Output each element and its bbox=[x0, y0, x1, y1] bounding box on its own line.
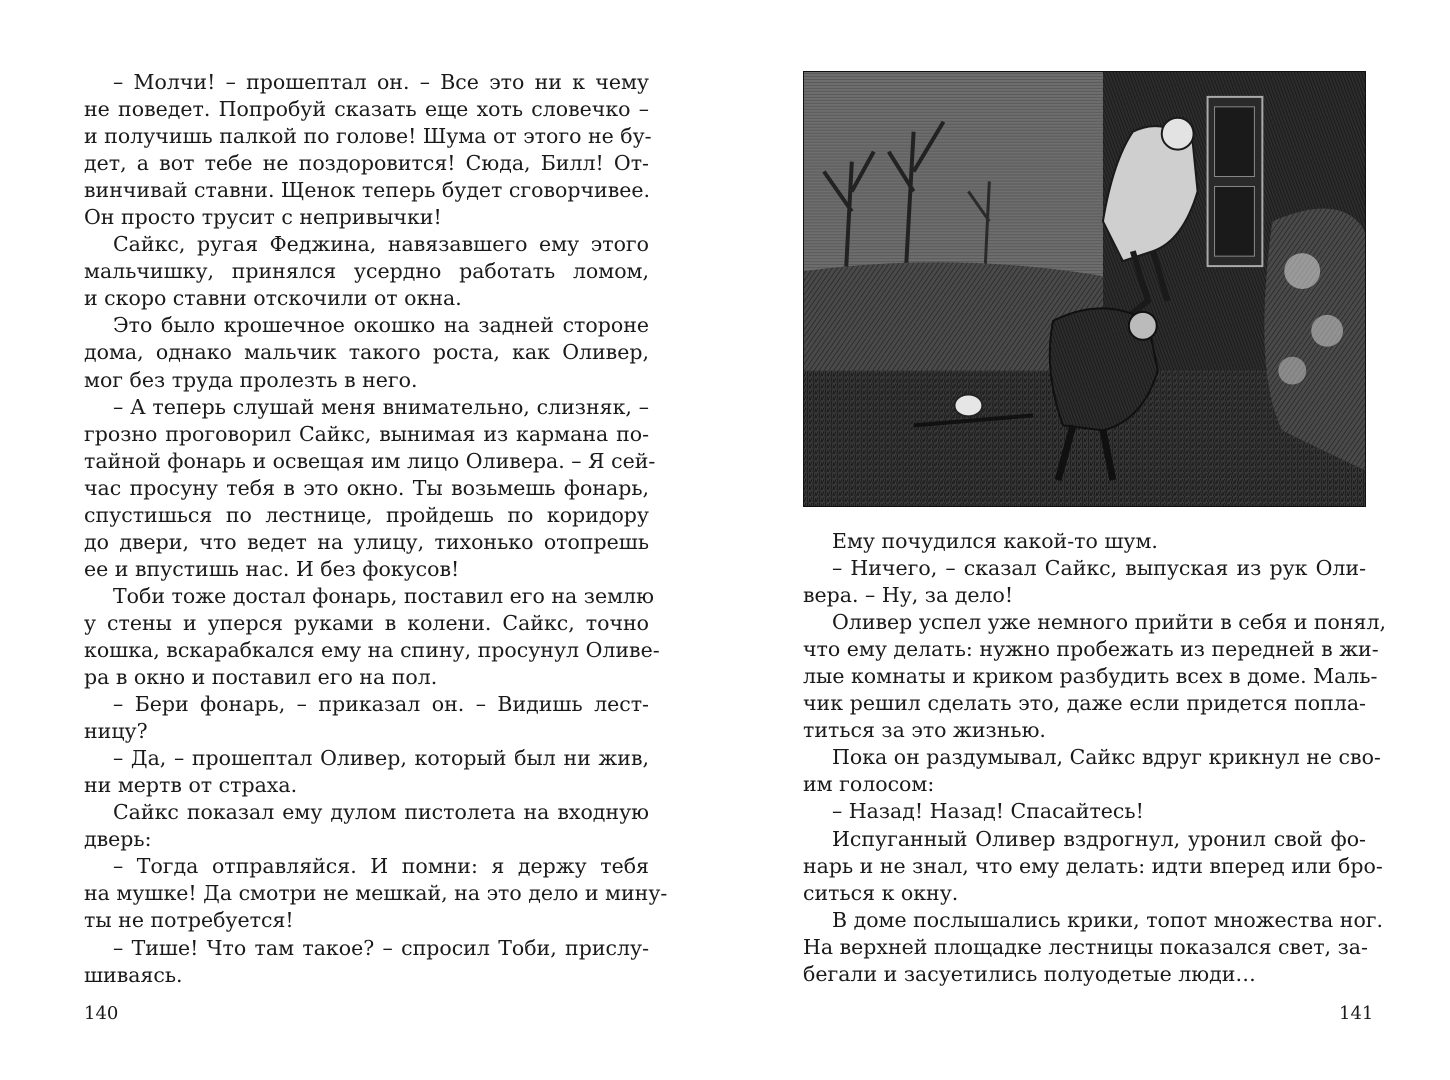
text-line: дома, однако мальчик такого роста, как Оливер, bbox=[84, 340, 649, 365]
text-line: Он просто трусит с непривычки! bbox=[84, 205, 442, 230]
text-line: – Да, – прошептал Оливер, который был ни жив, bbox=[113, 746, 649, 771]
text-line: ты не потребуется! bbox=[84, 908, 294, 933]
text-line: – Тогда отправляйся. И помни: я держу тебя bbox=[113, 854, 649, 879]
text-line: ницу? bbox=[84, 719, 148, 744]
text-line: Испуганный Оливер вздрогнул, уронил свой фо- bbox=[832, 826, 1366, 851]
text-line: час просуну тебя в это окно. Ты возьмешь фонарь, bbox=[84, 475, 649, 500]
engraving-illustration bbox=[803, 71, 1366, 507]
text-line: нарь и не знал, что ему делать: идти вперед или бро- bbox=[803, 853, 1383, 878]
left-page-text bbox=[84, 69, 668, 989]
text-line: ра в окно и поставил его на пол. bbox=[84, 665, 438, 690]
text-line: ни мертв от страха. bbox=[84, 773, 298, 798]
text-line: На верхней площадке лестницы показался свет, за- bbox=[803, 934, 1368, 959]
text-line: лые комнаты и криком разбудить всех в доме. Маль- bbox=[803, 664, 1378, 689]
text-line: – Молчи! – прошептал он. – Все это ни к чему bbox=[113, 70, 649, 94]
text-line: Сайкс, ругая Феджина, навязавшего ему этого bbox=[113, 232, 649, 257]
text-line: вера. – Ну, за дело! bbox=[803, 583, 1014, 608]
text-line: чик решил сделать это, даже если придется попла- bbox=[803, 691, 1366, 716]
page-number-left: 140 bbox=[84, 1003, 119, 1024]
text-line: Оливер успел уже немного прийти в себя и понял, bbox=[832, 610, 1387, 635]
text-line: Тоби тоже достал фонарь, поставил его на землю bbox=[113, 583, 654, 608]
text-line: у стены и уперся руками в колени. Сайкс, точно bbox=[84, 610, 649, 635]
engraving-icon bbox=[804, 72, 1365, 506]
text-line: грозно проговорил Сайкс, вынимая из кармана по- bbox=[84, 421, 649, 446]
text-line: на мушке! Да смотри не мешкай, на это дело и мину- bbox=[84, 881, 668, 906]
text-line: Пока он раздумывал, Сайкс вдруг крикнул не сво- bbox=[832, 745, 1381, 770]
text-line: до двери, что ведет на улицу, тихонько отопрешь bbox=[84, 529, 649, 554]
text-line: – Ничего, – сказал Сайкс, выпуская из рук Оли- bbox=[832, 556, 1366, 581]
text-line: дет, а вот тебе не поздоровится! Сюда, Билл! От- bbox=[84, 151, 649, 176]
text-line: ее и впустишь нас. И без фокусов! bbox=[84, 556, 460, 581]
text-line: и получишь палкой по голове! Шума от этого не бу- bbox=[84, 124, 652, 149]
text-line: и скоро ставни отскочили от окна. bbox=[84, 286, 462, 311]
text-line: кошка, вскарабкался ему на спину, просунул Оливе- bbox=[84, 637, 660, 662]
right-page bbox=[725, 0, 1450, 1080]
text-line: дверь: bbox=[84, 827, 152, 852]
text-line: не поведет. Попробуй сказать еще хоть словечко – bbox=[84, 97, 649, 122]
right-page-text bbox=[803, 528, 1387, 988]
text-line: – Назад! Назад! Спасайтесь! bbox=[832, 799, 1144, 824]
text-line: тайной фонарь и освещая им лицо Оливера. – Я сей- bbox=[84, 448, 656, 473]
text-line: Сайкс показал ему дулом пистолета на входную bbox=[113, 800, 649, 825]
text-line: мальчишку, принялся усердно работать ломом, bbox=[84, 259, 649, 284]
text-line: спустишься по лестнице, пройдешь по коридору bbox=[84, 502, 649, 527]
text-line: бегали и засуетились полуодетые люди… bbox=[803, 961, 1256, 986]
text-line: что ему делать: нужно пробежать из передней в жи- bbox=[803, 637, 1379, 662]
text-line: ситься к окну. bbox=[803, 880, 959, 905]
text-line: В доме послышались крики, топот множества ног. bbox=[832, 907, 1384, 932]
text-line: мог без труда пролезть в него. bbox=[84, 367, 418, 392]
text-line: – А теперь слушай меня внимательно, слизняк, – bbox=[113, 394, 649, 419]
page-number-right: 141 bbox=[1339, 1003, 1374, 1024]
text-line: титься за это жизнью. bbox=[803, 718, 1046, 743]
text-line: Это было крошечное окошко на задней стороне bbox=[113, 313, 649, 338]
text-line: – Бери фонарь, – приказал он. – Видишь лест- bbox=[113, 692, 649, 717]
text-line: – Тише! Что там такое? – спросил Тоби, прислу- bbox=[113, 935, 649, 960]
text-line: Ему почудился какой-то шум. bbox=[832, 529, 1158, 553]
text-line: шиваясь. bbox=[84, 962, 183, 987]
text-line: винчивай ставни. Щенок теперь будет сговорчивее. bbox=[84, 178, 651, 203]
text-line: им голосом: bbox=[803, 772, 935, 797]
